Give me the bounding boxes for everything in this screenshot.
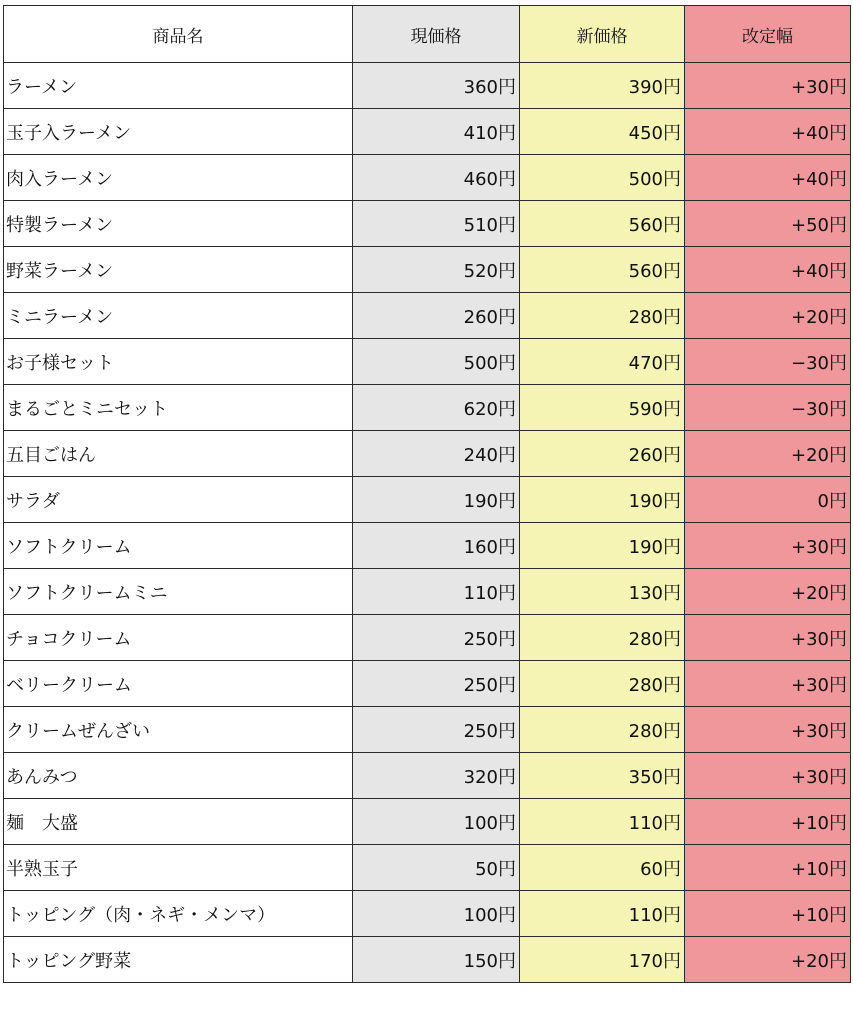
current-price-cell: 250円 [353, 707, 520, 753]
price-change-cell: −30円 [685, 339, 851, 385]
current-price-cell: 320円 [353, 753, 520, 799]
product-name-cell: まるごとミニセット [4, 385, 353, 431]
header-product-name: 商品名 [4, 6, 353, 63]
price-revision-table [3, 5, 851, 983]
current-price-cell: 240円 [353, 431, 520, 477]
header-price-change: 改定幅 [685, 6, 851, 63]
table-row [4, 477, 851, 523]
new-price-cell: 590円 [520, 385, 685, 431]
new-price-cell: 260円 [520, 431, 685, 477]
new-price-cell: 130円 [520, 569, 685, 615]
header-new-price: 新価格 [520, 6, 685, 63]
table-row [4, 845, 851, 891]
new-price-cell: 170円 [520, 937, 685, 983]
table-row [4, 891, 851, 937]
product-name-cell: 野菜ラーメン [4, 247, 353, 293]
new-price-cell: 110円 [520, 799, 685, 845]
new-price-cell: 280円 [520, 661, 685, 707]
price-change-cell: +50円 [685, 201, 851, 247]
product-name-cell: クリームぜんざい [4, 707, 353, 753]
price-change-cell: +30円 [685, 707, 851, 753]
new-price-cell: 500円 [520, 155, 685, 201]
new-price-cell: 190円 [520, 477, 685, 523]
price-change-cell: +40円 [685, 247, 851, 293]
price-change-cell: +40円 [685, 109, 851, 155]
product-name-cell: ソフトクリームミニ [4, 569, 353, 615]
current-price-cell: 520円 [353, 247, 520, 293]
product-name-cell: 五目ごはん [4, 431, 353, 477]
table-row [4, 707, 851, 753]
price-change-cell: +30円 [685, 523, 851, 569]
product-name-cell: トッピング野菜 [4, 937, 353, 983]
new-price-cell: 110円 [520, 891, 685, 937]
price-change-cell: +20円 [685, 569, 851, 615]
table-row [4, 63, 851, 109]
price-change-cell: −30円 [685, 385, 851, 431]
table-row [4, 155, 851, 201]
product-name-cell: トッピング（肉・ネギ・メンマ） [4, 891, 353, 937]
current-price-cell: 360円 [353, 63, 520, 109]
product-name-cell: 肉入ラーメン [4, 155, 353, 201]
price-change-cell: +10円 [685, 799, 851, 845]
table-row [4, 247, 851, 293]
table-row [4, 661, 851, 707]
new-price-cell: 190円 [520, 523, 685, 569]
table-row [4, 615, 851, 661]
current-price-cell: 50円 [353, 845, 520, 891]
price-change-cell: +30円 [685, 753, 851, 799]
table-row [4, 937, 851, 983]
product-name-cell: ソフトクリーム [4, 523, 353, 569]
table-row [4, 753, 851, 799]
new-price-cell: 280円 [520, 293, 685, 339]
table-row [4, 339, 851, 385]
product-name-cell: チョコクリーム [4, 615, 353, 661]
new-price-cell: 60円 [520, 845, 685, 891]
product-name-cell: あんみつ [4, 753, 353, 799]
price-change-cell: +10円 [685, 891, 851, 937]
table-row [4, 523, 851, 569]
price-change-cell: 0円 [685, 477, 851, 523]
current-price-cell: 260円 [353, 293, 520, 339]
table-row [4, 201, 851, 247]
price-change-cell: +40円 [685, 155, 851, 201]
table-row [4, 293, 851, 339]
current-price-cell: 460円 [353, 155, 520, 201]
new-price-cell: 390円 [520, 63, 685, 109]
current-price-cell: 110円 [353, 569, 520, 615]
price-change-cell: +30円 [685, 661, 851, 707]
new-price-cell: 280円 [520, 615, 685, 661]
price-change-cell: +30円 [685, 63, 851, 109]
product-name-cell: ベリークリーム [4, 661, 353, 707]
product-name-cell: 麺 大盛 [4, 799, 353, 845]
table-row [4, 109, 851, 155]
product-name-cell: 玉子入ラーメン [4, 109, 353, 155]
product-name-cell: 半熟玉子 [4, 845, 353, 891]
table-body [4, 63, 851, 983]
product-name-cell: 特製ラーメン [4, 201, 353, 247]
price-change-cell: +10円 [685, 845, 851, 891]
table-row [4, 431, 851, 477]
current-price-cell: 160円 [353, 523, 520, 569]
current-price-cell: 100円 [353, 799, 520, 845]
new-price-cell: 350円 [520, 753, 685, 799]
current-price-cell: 500円 [353, 339, 520, 385]
current-price-cell: 410円 [353, 109, 520, 155]
price-change-cell: +20円 [685, 431, 851, 477]
current-price-cell: 250円 [353, 661, 520, 707]
header-current-price: 現価格 [353, 6, 520, 63]
current-price-cell: 620円 [353, 385, 520, 431]
new-price-cell: 450円 [520, 109, 685, 155]
product-name-cell: お子様セット [4, 339, 353, 385]
new-price-cell: 280円 [520, 707, 685, 753]
product-name-cell: ミニラーメン [4, 293, 353, 339]
header-row [4, 6, 851, 63]
price-change-cell: +20円 [685, 293, 851, 339]
product-name-cell: ラーメン [4, 63, 353, 109]
current-price-cell: 250円 [353, 615, 520, 661]
table-row [4, 569, 851, 615]
price-change-cell: +30円 [685, 615, 851, 661]
table-row [4, 799, 851, 845]
current-price-cell: 150円 [353, 937, 520, 983]
current-price-cell: 510円 [353, 201, 520, 247]
new-price-cell: 470円 [520, 339, 685, 385]
product-name-cell: サラダ [4, 477, 353, 523]
table-row [4, 385, 851, 431]
new-price-cell: 560円 [520, 201, 685, 247]
price-change-cell: +20円 [685, 937, 851, 983]
new-price-cell: 560円 [520, 247, 685, 293]
current-price-cell: 100円 [353, 891, 520, 937]
current-price-cell: 190円 [353, 477, 520, 523]
